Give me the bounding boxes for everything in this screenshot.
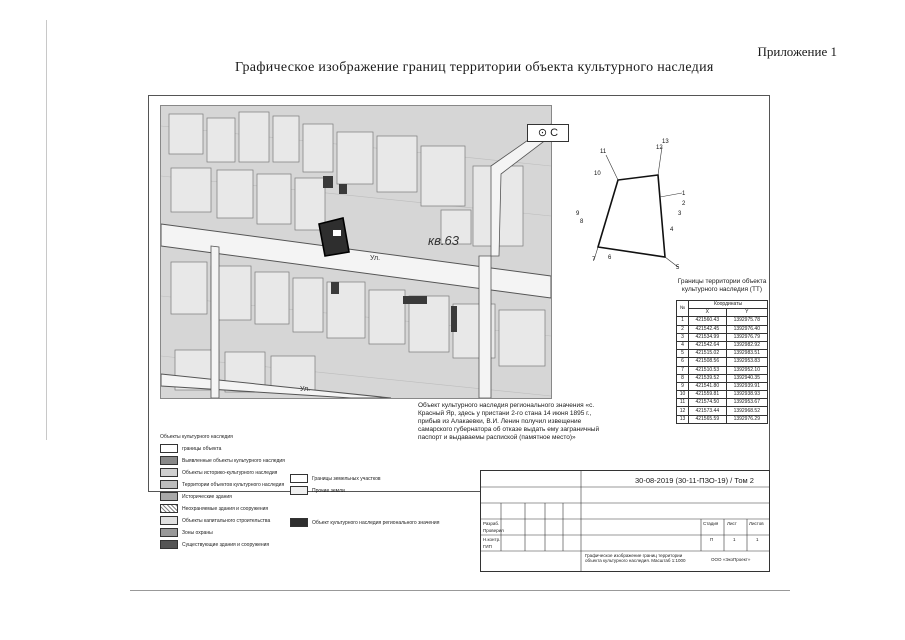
plan-point-2: 2: [682, 201, 686, 207]
legend-swatch: [160, 492, 178, 501]
object-callout: Объект культурного наследия регионального значения «с. Красный Яр, здесь у пристани 2-го стана 14 июня 1895 г., прибыв из Алакаевки, В.И. Ленин получил извещение самарского губернатора об отказе выдать ему заграничный паспорт и выдаваемы распиской (памятное место)»: [418, 402, 600, 441]
sheet-title: Графическое изображение границ территории объекта культурного наследия. Масштаб 1:1000: [585, 553, 686, 563]
coordinate-cell-x: 421573.44: [689, 407, 727, 415]
coordinate-cell-y: 1392939.91: [726, 382, 767, 390]
legend-item: границы объекта: [160, 444, 221, 453]
coordinate-cell-n: 6: [677, 358, 689, 366]
plan-point-10: 10: [594, 171, 601, 177]
sheets-header: Листов: [749, 521, 764, 526]
coordinate-cell-x: 421560.43: [689, 317, 727, 325]
coordinate-row: [677, 374, 768, 382]
coordinate-cell-x: 421542.45: [689, 325, 727, 333]
document-code: 30-08-2019 (30-11-ПЗО-19) / Том 2: [635, 476, 754, 485]
coordinate-row: [677, 341, 768, 349]
legend-item: Выявленные объекты культурного наследия: [160, 456, 285, 465]
compass-icon: ⊙: [537, 127, 548, 139]
coordinate-row: [677, 407, 768, 415]
coordinate-row: [677, 325, 768, 333]
boundary-plan: [570, 135, 700, 275]
coordinate-cell-x: 421515.02: [689, 350, 727, 358]
legend-swatch: [160, 540, 178, 549]
coordinate-row: [677, 415, 768, 423]
plan-point-7: 7: [592, 257, 596, 263]
coordinate-row: [677, 382, 768, 390]
plan-point-8: 8: [580, 219, 584, 225]
sheet-header: Лист: [727, 521, 737, 526]
quarter-prefix: кв.: [428, 233, 445, 248]
coordinate-cell-y: 1392976.40: [726, 325, 767, 333]
coordinate-cell-y: 1392940.35: [726, 374, 767, 382]
coordinate-cell-y: 1392976.29: [726, 415, 767, 423]
coordinate-row: [677, 350, 768, 358]
plan-point-11: 11: [600, 149, 607, 155]
coordinate-cell-n: 5: [677, 350, 689, 358]
cadastral-map: [160, 105, 552, 399]
plan-point-13: 13: [662, 139, 669, 145]
coordinate-cell-x: 421541.80: [689, 382, 727, 390]
legend-swatch: [160, 516, 178, 525]
coordinate-cell-x: 421508.56: [689, 358, 727, 366]
coordinate-row: [677, 366, 768, 374]
legend-swatch: [160, 480, 178, 489]
stage-value: П: [710, 537, 714, 542]
coordinate-cell-n: 10: [677, 391, 689, 399]
page-title: Графическое изображение границ территории объекта культурного наследия: [235, 60, 714, 75]
coordinate-cell-x: 421574.50: [689, 399, 727, 407]
legend-item: Зоны охраны: [160, 528, 213, 537]
coordinate-cell-n: 12: [677, 407, 689, 415]
staff-role-3: Н.контр.: [483, 537, 501, 542]
coordinate-cell-y: 1392982.92: [726, 341, 767, 349]
coordinate-cell-n: 8: [677, 374, 689, 382]
coordinate-cell-x: 421565.59: [689, 415, 727, 423]
legend-item: Территории объектов культурного наследия: [160, 480, 284, 489]
coordinate-cell-n: 9: [677, 382, 689, 390]
staff-role-4: ГИП: [483, 544, 492, 549]
plan-point-1: 1: [682, 191, 686, 197]
coord-col-x: X: [689, 309, 727, 317]
boundary-polygon: [598, 175, 665, 257]
plan-point-12: 12: [656, 145, 663, 151]
coordinate-row: [677, 358, 768, 366]
north-arrow: [527, 124, 569, 142]
coordinate-row: [677, 317, 768, 325]
legend-item: Исторические здания: [160, 492, 232, 501]
legend-item-key-object: Объект культурного наследия регионального значения: [290, 518, 439, 527]
coordinate-cell-y: 1392952.10: [726, 366, 767, 374]
coordinate-row: [677, 333, 768, 341]
appendix-label: Приложение 1: [757, 44, 837, 59]
compass-label: С: [550, 127, 559, 139]
coordinate-cell-n: 1: [677, 317, 689, 325]
plan-point-4: 4: [670, 227, 674, 233]
coord-header: Координаты: [689, 301, 768, 309]
coordinate-cell-n: 7: [677, 366, 689, 374]
coordinate-cell-y: 1392968.52: [726, 407, 767, 415]
sheets-value: 1: [756, 537, 759, 542]
legend-item: Объекты капитального строительства: [160, 516, 270, 525]
coordinate-cell-n: 13: [677, 415, 689, 423]
coordinate-row: [677, 391, 768, 399]
legend-item: Объекты историко-культурного наследия: [160, 468, 277, 477]
page-edge-line: [46, 20, 47, 440]
street-label-main: Ул.: [370, 255, 381, 262]
coordinate-cell-x: 421534.99: [689, 333, 727, 341]
legend-item: Неохраняемые здания и сооружения: [160, 504, 268, 513]
legend-swatch: [290, 474, 308, 483]
legend-swatch: [290, 486, 308, 495]
staff-role-2: Проверил: [483, 528, 504, 533]
plan-point-5: 5: [676, 265, 680, 271]
coordinate-cell-y: 1392975.78: [726, 317, 767, 325]
coordinate-cell-y: 1392953.83: [726, 358, 767, 366]
legend-item: Прочие земли: [290, 486, 345, 495]
coordinate-cell-n: 4: [677, 341, 689, 349]
legend-item: Существующие здания и сооружения: [160, 540, 269, 549]
coord-col-y: Y: [726, 309, 767, 317]
plan-point-9: 9: [576, 211, 580, 217]
title-block: [480, 470, 770, 572]
legend-swatch: [160, 456, 178, 465]
coordinate-cell-n: 2: [677, 325, 689, 333]
quarter-number: [428, 233, 459, 248]
coordinates-table: [676, 300, 768, 424]
coordinate-cell-n: 11: [677, 399, 689, 407]
coord-col-num: №: [677, 301, 689, 317]
coordinate-cell-y: 1392953.67: [726, 399, 767, 407]
legend-item: Объекты культурного наследия: [160, 434, 233, 440]
coordinate-cell-y: 1392938.93: [726, 391, 767, 399]
legend-swatch: [160, 468, 178, 477]
coordinate-cell-x: 421510.53: [689, 366, 727, 374]
legend-swatch: [160, 504, 178, 513]
coordinate-cell-x: 421542.64: [689, 341, 727, 349]
sheet-value: 1: [733, 537, 736, 542]
stage-header: Стадия: [703, 521, 719, 526]
plan-point-3: 3: [678, 211, 682, 217]
coordinate-cell-n: 3: [677, 333, 689, 341]
street-label-lower: Ул.: [300, 386, 311, 393]
bottom-rule: [130, 590, 790, 591]
coordinate-cell-x: 421539.52: [689, 374, 727, 382]
legend-swatch: [160, 528, 178, 537]
organization: ООО «ЭкоПроект»: [711, 557, 751, 562]
legend-swatch: [160, 444, 178, 453]
staff-role-1: Разраб.: [483, 521, 500, 526]
map-drawing: [161, 106, 551, 398]
coordinates-title: Границы территории объекта культурного наследия (ТТ): [677, 278, 767, 293]
coordinate-row: [677, 399, 768, 407]
quarter-value: 63: [444, 233, 460, 248]
coordinate-cell-x: 421559.81: [689, 391, 727, 399]
coordinates-body: [677, 317, 768, 423]
legend-item: Границы земельных участков: [290, 474, 381, 483]
plan-point-6: 6: [608, 255, 612, 261]
legend-swatch: [290, 518, 308, 527]
coordinate-cell-y: 1392976.79: [726, 333, 767, 341]
coordinate-cell-y: 1392983.51: [726, 350, 767, 358]
